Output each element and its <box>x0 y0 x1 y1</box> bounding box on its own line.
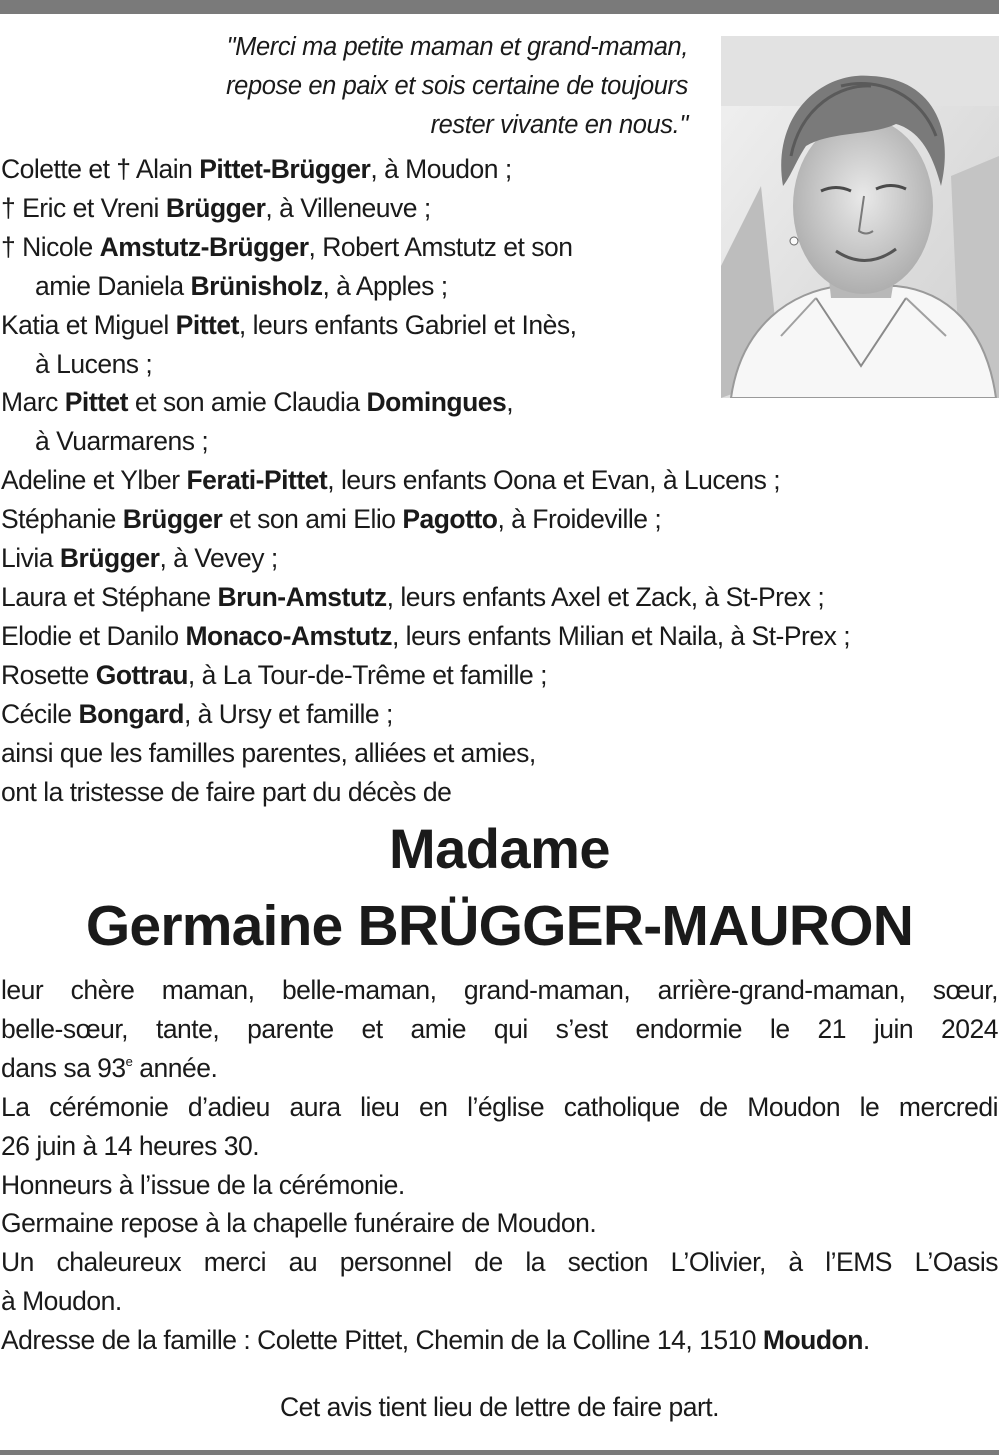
quote-line: "Merci ma petite maman et grand-maman, <box>226 33 688 61</box>
family-line: Colette et † Alain Pittet-Brügger, à Moudon ; <box>1 154 512 184</box>
family-line: amie Daniela Brünisholz, à Apples ; <box>35 270 448 301</box>
family-address: Adresse de la famille : Colette Pittet, Chemin de la Colline 14, 1510 Moudon. <box>1 1325 870 1356</box>
family-line: Cécile Bongard, à Ursy et famille ; <box>1 698 393 729</box>
family-line: Rosette Gottrau, à La Tour-de-Trême et famille ; <box>1 659 547 690</box>
family-line: à Vuarmarens ; <box>35 426 209 457</box>
bottom-rule <box>0 1450 999 1455</box>
family-line: Adeline et Ylber Ferati-Pittet, leurs enfants Oona et Evan, à Lucens ; <box>1 465 781 496</box>
family-line: à Lucens ; <box>35 348 153 379</box>
body-line: à Moudon. <box>1 1286 122 1317</box>
family-line: Marc Pittet et son amie Claudia Domingues, <box>1 387 514 418</box>
quote-line: repose en paix et sois certaine de toujours <box>226 71 688 100</box>
notice-body <box>1 971 998 1360</box>
family-line: † Eric et Vreni Brügger, à Villeneuve ; <box>1 192 431 223</box>
family-line: ainsi que les familles parentes, alliées et amies, <box>1 737 536 768</box>
body-line: La cérémonie d’adieu aura lieu en l’église catholique de Moudon le mercredi <box>1 1091 998 1122</box>
body-line: belle-sœur, tante, parente et amie qui s’est endormie le 21 juin 2024 <box>1 1013 998 1044</box>
family-line: Stéphanie Brügger et son ami Elio Pagotto, à Froideville ; <box>1 504 662 535</box>
family-line: Katia et Miguel Pittet, leurs enfants Gabriel et Inès, <box>1 309 577 340</box>
family-line: Elodie et Danilo Monaco-Amstutz, leurs enfants Milian et Naila, à St-Prex ; <box>1 620 851 651</box>
body-line: dans sa 93e année. <box>1 1052 218 1083</box>
family-line: † Nicole Amstutz-Brügger, Robert Amstutz et son <box>1 231 573 262</box>
deceased-title: Madame <box>388 817 611 880</box>
family-line: ont la tristesse de faire part du décès de <box>1 776 452 807</box>
deceased-name: Germaine BRÜGGER-MAURON <box>85 894 914 958</box>
body-line: 26 juin à 14 heures 30. <box>1 1130 260 1161</box>
body-line: Honneurs à l’issue de la cérémonie. <box>1 1169 405 1200</box>
top-rule <box>0 0 999 14</box>
closing-note: Cet avis tient lieu de lettre de faire part. <box>279 1392 720 1422</box>
quote-line: rester vivante en nous." <box>430 110 688 139</box>
epitaph-quote <box>120 28 688 144</box>
body-line: Germaine repose à la chapelle funéraire de Moudon. <box>1 1208 597 1239</box>
family-list <box>1 150 996 811</box>
family-line: Laura et Stéphane Brun-Amstutz, leurs enfants Axel et Zack, à St-Prex ; <box>1 581 825 612</box>
body-line: Un chaleureux merci au personnel de la section L’Olivier, à l’EMS L’Oasis <box>1 1247 998 1278</box>
family-line: Livia Brügger, à Vevey ; <box>1 543 278 574</box>
body-line: leur chère maman, belle-maman, grand-maman, arrière-grand-maman, sœur, <box>1 975 998 1005</box>
